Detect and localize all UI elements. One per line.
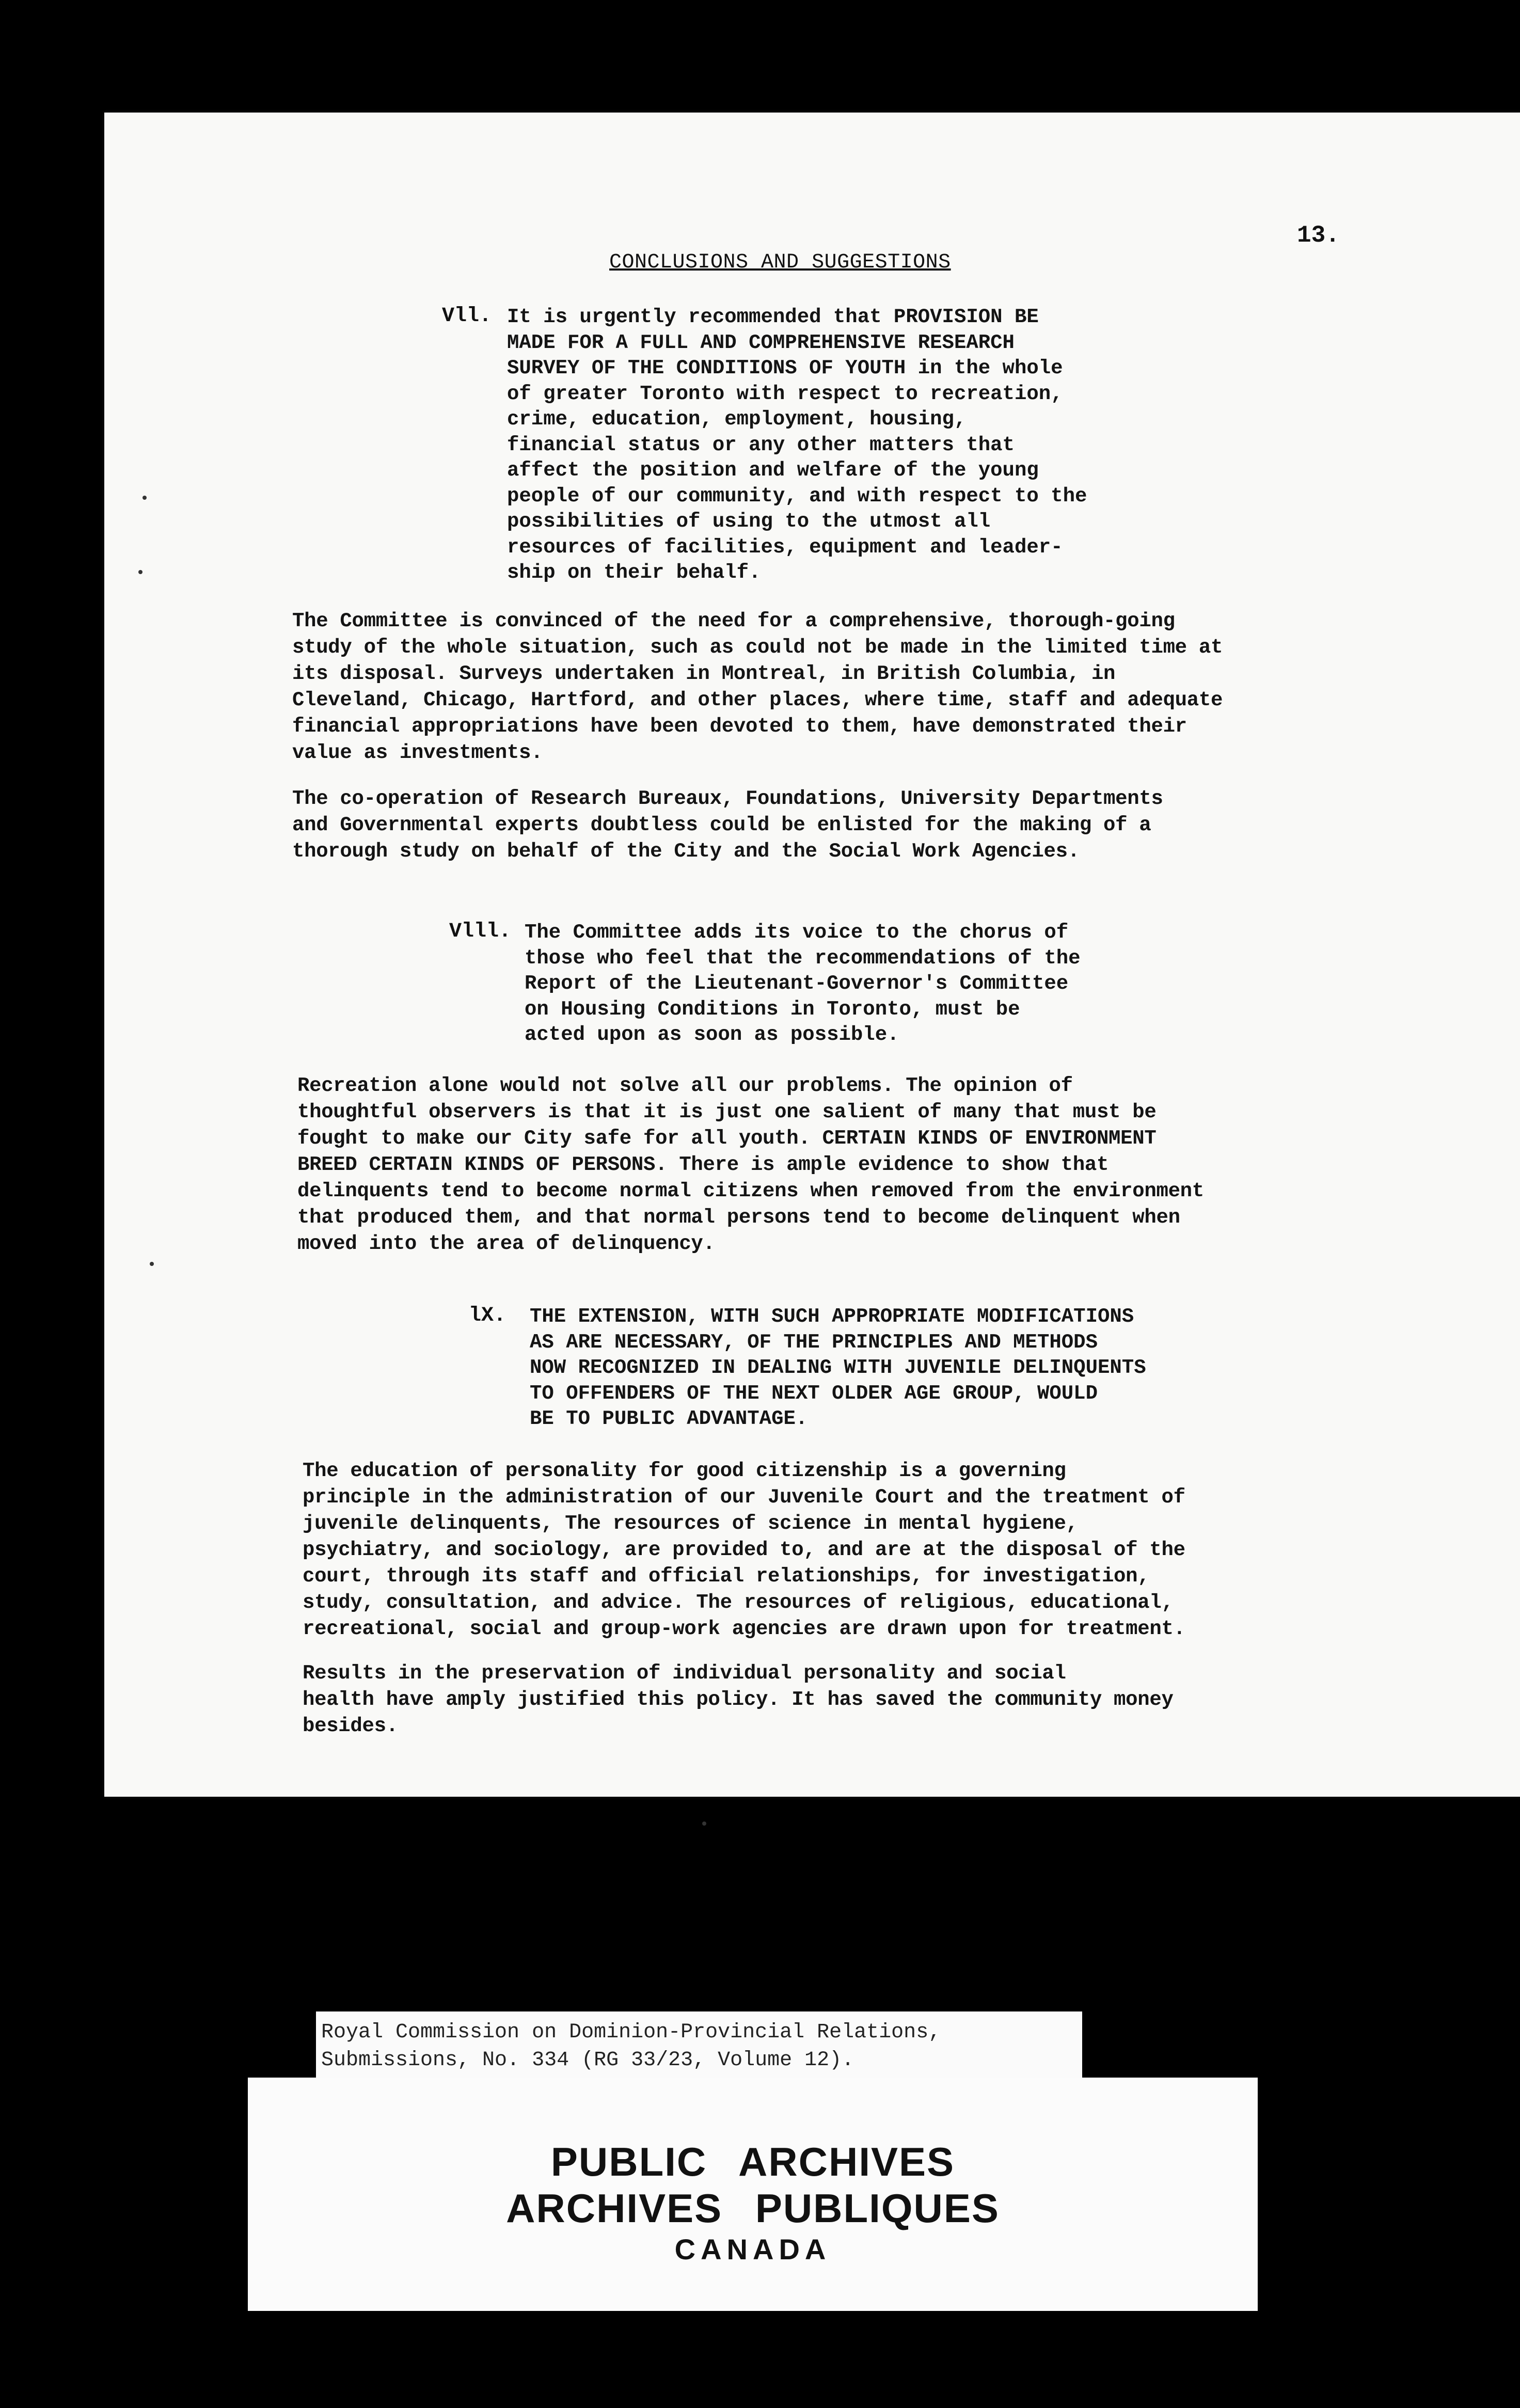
reference-label-text: Royal Commission on Dominion-Provincial Relations, Submissions, No. 334 (RG 33/23, Volume 12). <box>321 2021 941 2072</box>
paragraph-2: The co-operation of Research Bureaux, Foundations, University Departments and Governmental experts doubtless could be enlisted for the making of a thorough study on behalf of the City and the Social Work Agencies. <box>292 787 1163 863</box>
paragraph-4: The education of personality for good citizenship is a governing principle in the administration of our Juvenile Court and the treatment of juvenile delinquents, The resources of science in mental hygiene, psychiatry, and sociology, are provided to, and are at the disposal of the court, through its staff and official relationships, for investigation, study, consultation, and advice. The resources of religious, educational, recreational, social and group-work agencies are drawn upon for treatment. <box>303 1460 1185 1640</box>
archive-stamp <box>248 2078 1258 2311</box>
margin-mark <box>142 496 147 500</box>
margin-mark <box>150 1262 154 1266</box>
item-vii-number: Vll. <box>442 305 492 328</box>
page-number: 13. <box>1297 222 1340 249</box>
stamp-line-1: PUBLIC ARCHIVES <box>550 2139 955 2184</box>
paragraph-5: Results in the preservation of individual personality and social health have amply justified this policy. It has saved the community money besides. <box>303 1662 1174 1737</box>
item-ix-number: lX. <box>469 1304 506 1327</box>
margin-mark <box>138 570 142 574</box>
item-ix-text: THE EXTENSION, WITH SUCH APPROPRIATE MODIFICATIONS AS ARE NECESSARY, OF THE PRINCIPLES AND METHODS NOW RECOGNIZED IN DEALING WITH JUVENILE DELINQUENTS TO OFFENDERS OF THE NEXT OLDER AGE GROUP, WOULD BE TO PUBLIC ADVANTAGE. <box>530 1305 1146 1430</box>
reference-label <box>316 2011 1082 2084</box>
item-vii-text: It is urgently recommended that PROVISION BE MADE FOR A FULL AND COMPREHENSIVE RESEARCH SURVEY OF THE CONDITIONS OF YOUTH in the whole of greater Toronto with respect to recreation, crime, education, employment, housing, financial status or any other matters that affect the position and welfare of the young people of our community, and with respect to the possibilities of using to the utmost all resources of facilities, equipment and leader- ship on their behalf. <box>507 306 1087 584</box>
stamp-line-2: ARCHIVES PUBLIQUES <box>506 2185 1000 2231</box>
margin-mark <box>702 1821 706 1826</box>
paragraph-1: The Committee is convinced of the need for a comprehensive, thorough-going study of the whole situation, such as could not be made in the limited time at its disposal. Surveys undertaken in Montreal, in British Columbia, in Cleveland, Chicago, Hartford, and other places, where time, staff and adequate financial appropriations have been devoted to them, have demonstrated their value as investments. <box>292 610 1223 764</box>
item-viii-number: Vlll. <box>449 920 512 943</box>
section-title: CONCLUSIONS AND SUGGESTIONS <box>609 251 951 274</box>
item-viii-text: The Committee adds its voice to the chorus of those who feel that the recommendations of the Report of the Lieutenant-Governor's Committee on Housing Conditions in Toronto, must be acted upon as soon as possible. <box>525 921 1081 1046</box>
stamp-line-3: CANADA <box>674 2233 831 2266</box>
paragraph-3: Recreation alone would not solve all our problems. The opinion of thoughtful observers is that it is just one salient of many that must be fought to make our City safe for all youth. CERTAIN KINDS OF ENVIRONMENT BREED CERTAIN KINDS OF PERSONS. There is ample evidence to show that delinquents tend to become normal citizens when removed from the environment that produced them, and that normal persons tend to become delinquent when moved into the area of delinquency. <box>297 1074 1204 1255</box>
